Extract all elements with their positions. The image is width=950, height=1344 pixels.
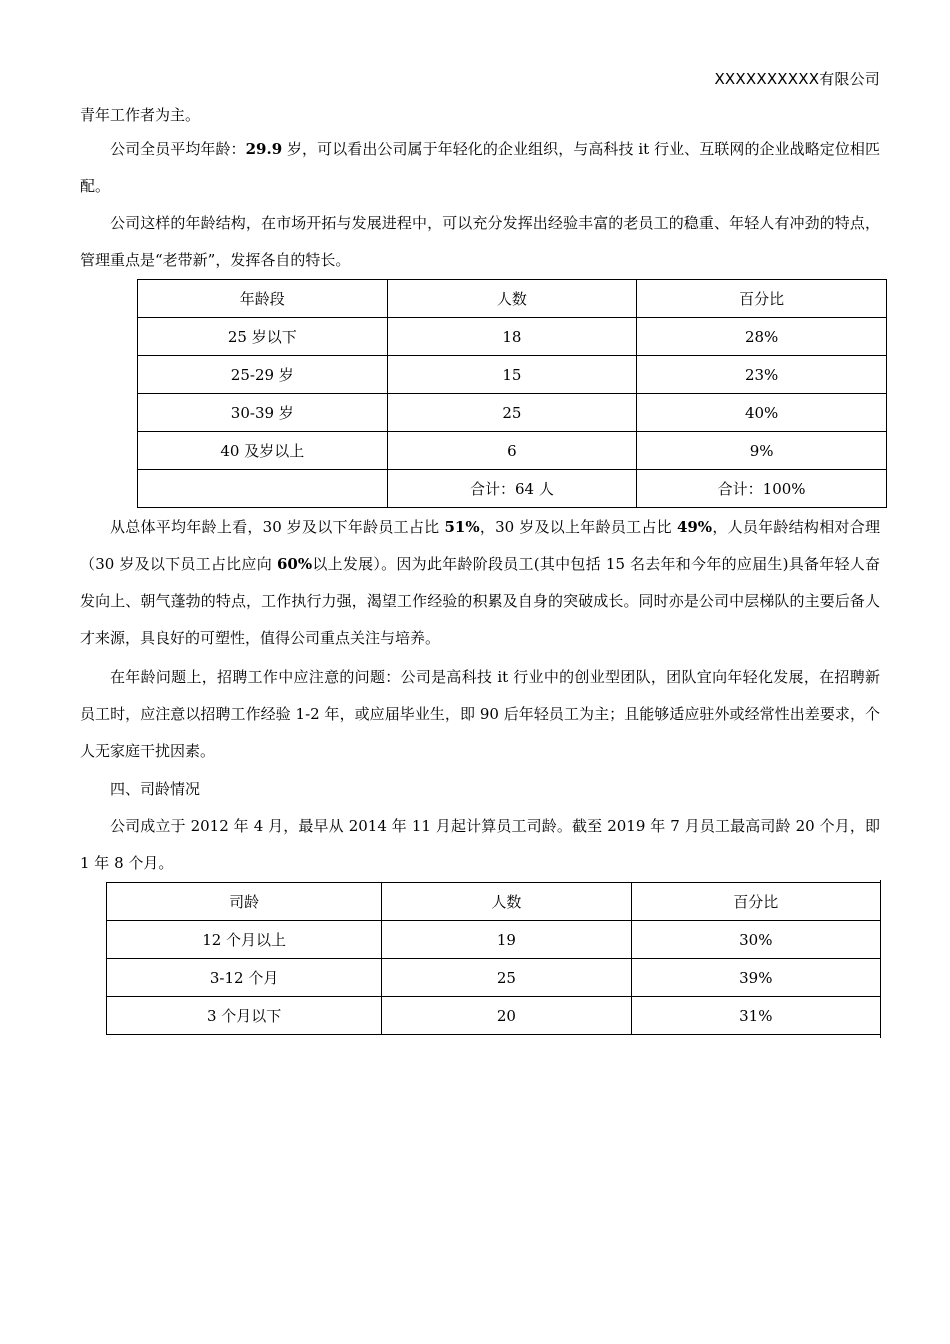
table-header-cell: 百分比: [637, 280, 887, 318]
table-header-row: [107, 883, 881, 921]
table-cell: 40%: [637, 394, 887, 432]
section-title-tenure: 四、司龄情况: [110, 780, 201, 798]
table-row: [138, 356, 887, 394]
text-run: 从总体平均年龄上看，30 岁及以下年龄员工占比: [110, 518, 445, 536]
paragraph-age-structure: 公司这样的年龄结构，在市场开拓与发展进程中，可以充分发挥出经验丰富的老员工的稳重、年轻人有冲劲的特点，管理重点是“老带新”，发挥各自的特长。: [80, 214, 880, 269]
paragraph-intro: 青年工作者为主。: [80, 106, 201, 124]
table-row: [107, 921, 881, 959]
table-cell: 39%: [631, 959, 880, 997]
table-row: [138, 318, 887, 356]
total-percent-cell: 合计：100%: [637, 470, 887, 508]
table-cell: 3-12 个月: [107, 959, 382, 997]
table-cell: 30-39 岁: [138, 394, 388, 432]
table-row: [138, 394, 887, 432]
table-row: [107, 997, 881, 1035]
average-age-value: 29.9: [245, 140, 283, 158]
table-cell: 3 个月以下: [107, 997, 382, 1035]
table-cell: 20: [382, 997, 631, 1035]
table-cell: 18: [387, 318, 637, 356]
paragraph-age-analysis: [80, 509, 880, 657]
table-total-row: [138, 470, 887, 508]
table-cell: 15: [387, 356, 637, 394]
total-count-cell: 合计：64 人: [387, 470, 637, 508]
table-header-cell: 年龄段: [138, 280, 388, 318]
table-header-cell: 百分比: [631, 883, 880, 921]
text-run: 岁，可以看出公司属于年轻化的企业组织，与高科技 it 行业、互联网的企业战略定位相匹配。: [80, 140, 880, 195]
table-header-cell: 人数: [387, 280, 637, 318]
table-cell: 25: [382, 959, 631, 997]
text-run: 公司全员平均年龄：: [110, 140, 246, 158]
age-distribution-table: [137, 279, 887, 508]
table-cell: 28%: [637, 318, 887, 356]
table-cell: 6: [387, 432, 637, 470]
table-cell: [138, 470, 388, 508]
table-cell: 30%: [631, 921, 880, 959]
text-run: 以上发展）。因为此年龄阶段员工(其中包括 15 名去年和今年的应届生)具备年轻人奋发向上、朝气蓬勃的特点，工作执行力强，渴望工作经验的积累及自身的突破成长。同时亦是公司中层梯队的主要后备人才来源，具良好的可塑性，值得公司重点关注与培养。: [80, 555, 880, 647]
table-edge-line: [880, 880, 881, 1038]
table-cell: 31%: [631, 997, 880, 1035]
tenure-distribution-table: [106, 882, 881, 1035]
text-run: ，人员年龄结构相对合理（30 岁及以下员工占比应向: [80, 518, 880, 573]
text-run: ，30 岁及以上年龄员工占比: [479, 518, 677, 536]
table-row: [138, 432, 887, 470]
table-header-row: [138, 280, 887, 318]
table-cell: 9%: [637, 432, 887, 470]
table-cell: 25-29 岁: [138, 356, 388, 394]
table-cell: 25 岁以下: [138, 318, 388, 356]
target-percent: 60%: [276, 555, 313, 573]
table-cell: 19: [382, 921, 631, 959]
table-header-cell: 司龄: [107, 883, 382, 921]
company-header: XXXXXXXXXX有限公司: [714, 70, 880, 88]
table-header-cell: 人数: [382, 883, 631, 921]
table-row: [107, 959, 881, 997]
paragraph-average-age: [80, 131, 880, 205]
paragraph-tenure: 公司成立于 2012 年 4 月，最早从 2014 年 11 月起计算员工司龄。截至 2019 年 7 月员工最高司龄 20 个月，即 1 年 8 个月。: [80, 817, 880, 872]
table-cell: 25: [387, 394, 637, 432]
table-cell: 12 个月以上: [107, 921, 382, 959]
table-cell: 23%: [637, 356, 887, 394]
table-cell: 40 及岁以上: [138, 432, 388, 470]
paragraph-recruitment: 在年龄问题上，招聘工作中应注意的问题：公司是高科技 it 行业中的创业型团队，团队宜向年轻化发展，在招聘新员工时，应注意以招聘工作经验 1-2 年，或应届毕业生，即 90 后年轻员工为主；且能够适应驻外或经常性出差要求，个人无家庭干扰因素。: [80, 668, 880, 760]
percent-under-30: 51%: [444, 518, 480, 536]
percent-over-30: 49%: [676, 518, 713, 536]
